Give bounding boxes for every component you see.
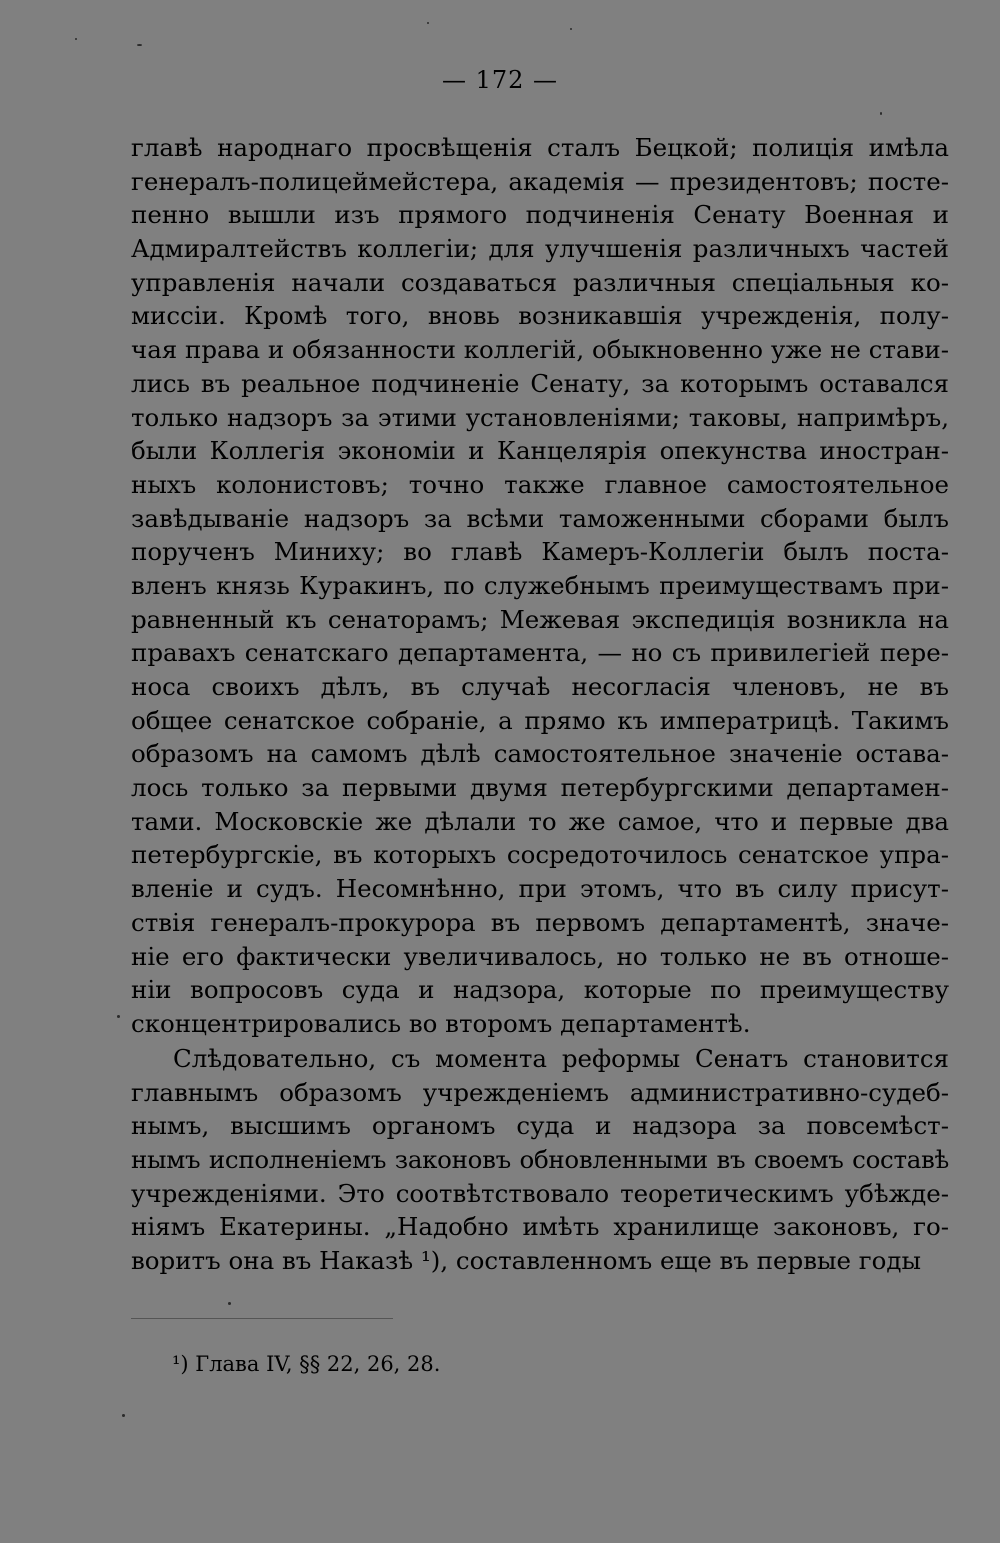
text-line: порученъ Миниху; во главѣ Камеръ-Коллегіи былъ поста- [131,537,949,567]
text-line: главнымъ образомъ учрежденіемъ административно-судеб- [131,1077,949,1107]
text-line: ныхъ колонистовъ; точно также главное самостоятельное [131,469,949,499]
text-line: чая права и обязанности коллегій, обыкновенно уже не стави- [131,335,949,365]
text-line: только надзоръ за этими установленіями; таковы, напримѣръ, [131,402,949,432]
scan-speck [570,28,572,30]
text-line: миссіи. Кромѣ того, вновь возникавшія учрежденія, полу- [131,301,949,331]
text-line: нымъ исполненіемъ законовъ обновленными въ своемъ составѣ [131,1145,949,1175]
scan-speck [137,44,142,46]
text-line: ніи вопросовъ суда и надзора, которые по преимуществу [131,975,949,1005]
scan-speck [117,1015,120,1018]
scan-speck [228,1302,231,1305]
text-line: ствія генералъ-прокурора въ первомъ департаментѣ, значе- [131,907,949,937]
text-line: тами. Московскіе же дѣлали то же самое, что и первые два [131,806,949,836]
text-line: Адмиралтействъ коллегіи; для улучшенія различныхъ частей [131,234,949,264]
scan-speck [75,38,77,40]
text-line: нымъ, высшимъ органомъ суда и надзора за повсемѣст- [131,1111,949,1141]
text-line: Слѣдовательно, съ момента реформы Сенатъ становится [173,1044,949,1073]
text-line: пенно вышли изъ прямого подчиненія Сенату Военная и [131,200,949,230]
paragraph-2 [131,1042,949,1278]
text-line: общее сенатское собраніе, а прямо къ императрицѣ. Такимъ [131,705,949,735]
text-line: были Коллегія экономіи и Канцелярія опекунства иностран- [131,436,949,466]
text-line: ніямъ Екатерины. „Надобно имѣть хранилище законовъ, го- [131,1212,949,1242]
text-line: петербургскіе, въ которыхъ сосредоточилось сенатское упра- [131,840,949,870]
text-line: сконцентрировались во второмъ департаментѣ. [131,1008,751,1038]
text-line: главѣ народнаго просвѣщенія сталъ Бецкой; полиція имѣла [131,133,949,162]
text-line: учрежденіями. Это соотвѣтствовало теоретическимъ убѣжде- [131,1178,949,1208]
scan-speck [427,22,429,24]
text-line: вленіе и судъ. Несомнѣнно, при этомъ, что въ силу присут- [131,874,949,904]
text-line: лось только за первыми двумя петербургскими департамен- [131,773,949,803]
text-line: равненный къ сенаторамъ; Межевая экспедиція возникла на [131,604,949,634]
footnote-divider [131,1318,393,1319]
text-line: лись въ реальное подчиненіе Сенату, за которымъ оставался [131,368,949,398]
text-line: правахъ сенатскаго департамента, — но съ привилегіей пере- [131,638,949,668]
page-number: — 172 — [441,66,559,94]
text-line: носа своихъ дѣлъ, въ случаѣ несогласія членовъ, не въ [131,672,949,701]
text-line: завѣдываніе надзоръ за всѣми таможенными сборами былъ [131,503,949,533]
footnote: ¹) Глава IV, §§ 22, 26, 28. [172,1352,441,1376]
scan-speck [122,1414,125,1417]
text-line: образомъ на самомъ дѣлѣ самостоятельное значеніе остава- [131,739,949,769]
paragraph-1 [131,131,949,1041]
text-line: воритъ она въ Наказѣ ¹), составленномъ еще въ первые годы [131,1246,921,1276]
text-line: ніе его фактически увеличивалось, но только не въ отноше- [131,941,949,971]
scan-speck [880,112,882,115]
text-line: управленія начали создаваться различныя спеціальныя ко- [131,267,949,297]
text-line: генералъ-полицеймейстера, академія — президентовъ; посте- [131,166,949,196]
text-line: вленъ князь Куракинъ, по служебнымъ преимуществамъ при- [131,570,949,600]
